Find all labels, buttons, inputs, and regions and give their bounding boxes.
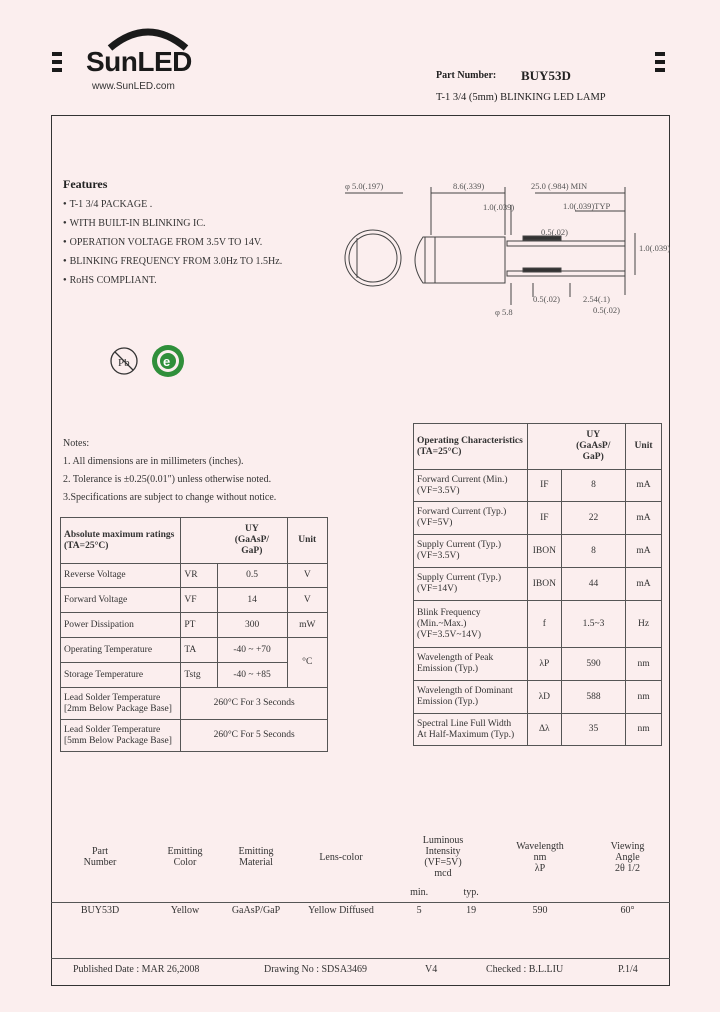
sel-header-line: Intensity bbox=[425, 846, 461, 857]
feature-item: ● T-1 3/4 PACKAGE . bbox=[63, 199, 282, 210]
abs-max-value: 300 bbox=[217, 613, 287, 638]
op-char-unit: mA bbox=[626, 568, 662, 601]
sel-min: 5 bbox=[416, 904, 422, 916]
solder-value: 260°C For 3 Seconds bbox=[181, 688, 328, 720]
registration-mark bbox=[52, 52, 62, 56]
dim-lead-sq: 0.5(.02) bbox=[541, 227, 568, 237]
dim-lead-min: 25.0 (.984) MIN bbox=[531, 181, 588, 191]
op-char-unit: mA bbox=[626, 502, 662, 535]
page-number: P.1/4 bbox=[618, 964, 638, 975]
abs-max-param: Storage Temperature bbox=[61, 663, 181, 688]
op-char-title: Operating Characteristics bbox=[417, 435, 523, 446]
solder-value: 260°C For 5 Seconds bbox=[181, 720, 328, 752]
op-char-value: 22 bbox=[561, 502, 625, 535]
op-char-param-line: Supply Current (Typ.) bbox=[417, 540, 502, 550]
op-char-symbol: IF bbox=[527, 502, 561, 535]
op-char-value: 44 bbox=[561, 568, 625, 601]
op-char-param-line: (VF=5V) bbox=[417, 518, 453, 528]
op-char-param-line: Emission (Typ.) bbox=[417, 664, 479, 674]
op-char-param bbox=[414, 714, 528, 746]
sel-part: BUY53D bbox=[80, 904, 120, 916]
abs-max-symbol: VF bbox=[181, 588, 217, 613]
sel-lens: Yellow Diffused bbox=[308, 904, 374, 916]
op-char-unit: mA bbox=[626, 535, 662, 568]
op-char-symbol: f bbox=[527, 601, 561, 648]
abs-max-value: 0.5 bbox=[217, 564, 287, 588]
dim-collar-dia: φ 5.8 bbox=[495, 307, 513, 317]
sel-header-typ: typ. bbox=[463, 886, 479, 898]
abs-max-unit: V bbox=[287, 564, 328, 588]
sel-header-line: Color bbox=[173, 857, 197, 868]
feature-item: ● BLINKING FREQUENCY FROM 3.0Hz TO 1.5Hz. bbox=[63, 256, 282, 267]
abs-max-symbol: VR bbox=[181, 564, 217, 588]
sel-header-material bbox=[221, 832, 291, 882]
op-char-unit: mA bbox=[626, 470, 662, 502]
part-number: BUY53D bbox=[521, 68, 571, 83]
sel-header-line: Emitting bbox=[167, 846, 203, 857]
sel-header-line: Viewing bbox=[610, 840, 645, 852]
selection-rule bbox=[51, 902, 670, 903]
op-char-col: UY bbox=[586, 430, 601, 440]
dim-pitch: 2.54(.1) bbox=[583, 294, 610, 304]
abs-max-symbol: TA bbox=[181, 638, 217, 663]
op-char-param bbox=[414, 470, 528, 502]
op-char-col-sub: GaP) bbox=[582, 452, 604, 462]
feature-item: ● WITH BUILT-IN BLINKING IC. bbox=[63, 218, 282, 229]
op-char-unit: Hz bbox=[626, 601, 662, 648]
solder-param-line: [2mm Below Package Base] bbox=[64, 703, 172, 714]
op-char-value: 35 bbox=[561, 714, 625, 746]
op-char-table bbox=[413, 423, 662, 746]
op-char-param bbox=[414, 601, 528, 648]
abs-max-table bbox=[60, 517, 328, 752]
drawing-number: Drawing No : SDSA3469 bbox=[264, 964, 368, 975]
sel-header-line: nm bbox=[533, 851, 547, 863]
note-item: 3.Specifications are subject to change without notice. bbox=[63, 492, 277, 503]
sel-color: Yellow bbox=[170, 904, 200, 916]
subtitle: T-1 3/4 (5mm) BLINKING LED LAMP bbox=[436, 92, 606, 103]
dim-body-length: 8.6(.339) bbox=[453, 181, 485, 191]
dim-side: 1.0(.039) bbox=[639, 243, 671, 253]
solder-param-line: Lead Solder Temperature bbox=[64, 724, 161, 735]
dim-bottom: 0.5(.02) bbox=[593, 305, 620, 315]
solder-param-line: [5mm Below Package Base] bbox=[64, 735, 172, 746]
abs-max-symbol: PT bbox=[181, 613, 217, 638]
part-number-label: Part Number: bbox=[436, 70, 497, 81]
sel-header-line: Luminous bbox=[422, 835, 464, 846]
sel-typ: 19 bbox=[466, 904, 477, 916]
registration-mark bbox=[655, 68, 665, 72]
solder-param-line: Lead Solder Temperature bbox=[64, 692, 161, 703]
sel-header-part bbox=[51, 832, 149, 882]
abs-max-col-sub: GaP) bbox=[241, 546, 263, 556]
op-char-unit-header: Unit bbox=[626, 424, 662, 470]
op-char-param-line: Wavelength of Peak bbox=[417, 653, 494, 663]
registration-mark bbox=[655, 60, 665, 64]
package-drawing bbox=[335, 175, 671, 325]
checked-by: Checked : B.L.LIU bbox=[486, 964, 564, 975]
op-char-param bbox=[414, 648, 528, 681]
feature-item: ● RoHS COMPLIANT. bbox=[63, 275, 282, 286]
footer-rule bbox=[51, 958, 670, 959]
registration-mark bbox=[52, 60, 62, 64]
sel-header-line: Emitting bbox=[238, 846, 274, 857]
op-char-header-cell bbox=[414, 424, 528, 470]
op-char-param-line: Blink Frequency bbox=[417, 607, 481, 618]
sel-header-luminous bbox=[391, 832, 495, 882]
op-char-param-line: Wavelength of Dominant bbox=[417, 686, 513, 696]
op-char-col-sub: (GaAsP/ bbox=[576, 441, 611, 451]
op-char-value: 590 bbox=[561, 648, 625, 681]
op-char-param bbox=[414, 535, 528, 568]
op-char-unit: nm bbox=[626, 714, 662, 746]
sel-header-wavelength bbox=[495, 832, 585, 882]
op-char-symbol: IF bbox=[527, 470, 561, 502]
dim-lead-spacing: 1.0(.039)TYP bbox=[563, 201, 611, 211]
pb-free-text: Pb bbox=[118, 357, 130, 369]
notes-title: Notes: bbox=[63, 438, 90, 449]
op-char-cond: (TA=25°C) bbox=[417, 446, 462, 457]
op-char-symbol: λP bbox=[527, 648, 561, 681]
sel-header-lens: Lens-color bbox=[319, 851, 363, 863]
version: V4 bbox=[425, 964, 438, 975]
note-item: 1. All dimensions are in millimeters (inches). bbox=[63, 456, 244, 467]
sel-header-line: Wavelength bbox=[516, 840, 564, 852]
sel-angle: 60° bbox=[620, 904, 635, 916]
abs-max-col: UY bbox=[244, 524, 259, 534]
abs-max-unit: mW bbox=[287, 613, 328, 638]
abs-max-param: Reverse Voltage bbox=[61, 564, 181, 588]
op-char-param-line: (Min.~Max.) bbox=[417, 618, 467, 629]
sel-header-line: (VF=5V) bbox=[424, 857, 462, 868]
sel-header-line: Angle bbox=[615, 851, 640, 863]
features-list bbox=[63, 199, 282, 294]
op-char-param-line: At Half-Maximum (Typ.) bbox=[417, 729, 515, 740]
op-char-param-line: (VF=3.5V) bbox=[417, 551, 460, 561]
abs-max-param: Operating Temperature bbox=[61, 638, 181, 663]
abs-max-cond: (TA=25°C) bbox=[64, 540, 109, 551]
abs-max-header-cell bbox=[61, 518, 181, 564]
op-char-value: 588 bbox=[561, 681, 625, 714]
op-char-value: 8 bbox=[561, 470, 625, 502]
op-char-symbol: Δλ bbox=[527, 714, 561, 746]
features-title: Features bbox=[63, 177, 108, 191]
sel-header-angle bbox=[585, 832, 670, 882]
logo: SunLED bbox=[86, 46, 192, 77]
note-item: 2. Tolerance is ±0.25(0.01") unless otherwise noted. bbox=[63, 474, 272, 485]
op-char-param-line: (VF=3.5V) bbox=[417, 485, 460, 496]
op-char-param-line: Supply Current (Typ.) bbox=[417, 573, 502, 583]
op-char-param-line: (VF=14V) bbox=[417, 584, 458, 594]
sel-header-line: Material bbox=[239, 857, 273, 868]
op-char-param bbox=[414, 502, 528, 535]
sel-header-line: mcd bbox=[434, 868, 452, 879]
sel-material: GaAsP/GaP bbox=[231, 904, 281, 916]
abs-max-title: Absolute maximum ratings bbox=[64, 529, 175, 540]
sel-header-line: Number bbox=[83, 857, 117, 868]
selection-table bbox=[51, 832, 670, 918]
dim-wire: 0.5(.02) bbox=[533, 294, 560, 304]
pb-free-icon bbox=[108, 345, 140, 377]
abs-max-col-sub: (GaAsP/ bbox=[234, 535, 270, 545]
op-char-param bbox=[414, 568, 528, 601]
abs-max-unit-header: Unit bbox=[287, 518, 328, 564]
solder-param bbox=[61, 720, 181, 752]
op-char-value: 1.5~3 bbox=[561, 601, 625, 648]
op-char-col-header bbox=[561, 424, 625, 470]
op-char-param bbox=[414, 681, 528, 714]
abs-max-unit: °C bbox=[287, 638, 328, 688]
sel-header-min: min. bbox=[410, 886, 429, 898]
abs-max-col-header bbox=[217, 518, 287, 564]
abs-max-value: -40 ~ +85 bbox=[217, 663, 287, 688]
sel-header-line: λP bbox=[534, 862, 546, 874]
sel-header-color bbox=[149, 832, 221, 882]
abs-max-param: Power Dissipation bbox=[61, 613, 181, 638]
sel-wavelength: 590 bbox=[532, 904, 548, 916]
op-char-unit: nm bbox=[626, 681, 662, 714]
rohs-icon bbox=[150, 343, 186, 379]
abs-max-value: 14 bbox=[217, 588, 287, 613]
dim-diameter: φ 5.0(.197) bbox=[345, 181, 384, 191]
op-char-param-line: Spectral Line Full Width bbox=[417, 718, 512, 729]
op-char-param-line: (VF=3.5V~14V) bbox=[417, 629, 482, 640]
op-char-param-line: Emission (Typ.) bbox=[417, 697, 479, 707]
op-char-param-line: Forward Current (Typ.) bbox=[417, 507, 507, 517]
abs-max-param: Forward Voltage bbox=[61, 588, 181, 613]
registration-mark bbox=[655, 52, 665, 56]
sel-header-line: 2θ 1/2 bbox=[614, 862, 641, 874]
registration-mark bbox=[52, 68, 62, 72]
op-char-symbol: λD bbox=[527, 681, 561, 714]
op-char-param-line: Forward Current (Min.) bbox=[417, 474, 508, 485]
rohs-text: e bbox=[163, 354, 171, 369]
published-date: Published Date : MAR 26,2008 bbox=[73, 964, 200, 975]
op-char-symbol: IBON bbox=[527, 568, 561, 601]
op-char-value: 8 bbox=[561, 535, 625, 568]
website: www.SunLED.com bbox=[92, 81, 175, 92]
op-char-symbol: IBON bbox=[527, 535, 561, 568]
feature-item: ● OPERATION VOLTAGE FROM 3.5V TO 14V. bbox=[63, 237, 282, 248]
abs-max-value: -40 ~ +70 bbox=[217, 638, 287, 663]
abs-max-unit: V bbox=[287, 588, 328, 613]
dim-collar: 1.0(.039) bbox=[483, 202, 515, 212]
sel-header-line: Part bbox=[91, 846, 109, 857]
abs-max-symbol: Tstg bbox=[181, 663, 217, 688]
solder-param bbox=[61, 688, 181, 720]
op-char-unit: nm bbox=[626, 648, 662, 681]
